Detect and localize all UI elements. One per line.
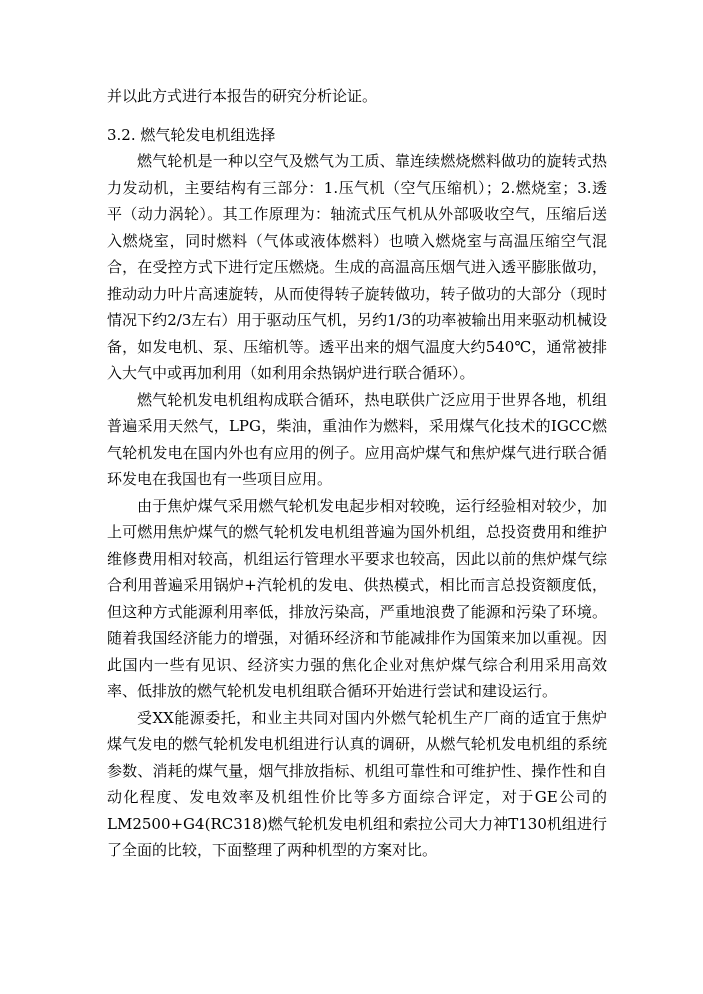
paragraph-gas-turbine-principle: 燃气轮机是一种以空气及燃气为工质、靠连续燃烧燃料做功的旋转式热力发动机，主要结构有三部分：1.压气机（空气压缩机）；2.燃烧室；3.透平（动力涡轮）。其工作原理为：轴流式压气机从外部吸收空气，压缩后送入燃烧室，同时燃料（气体或液体燃料）也喷入燃烧室与高温压缩空气混合，在受控方式下进行定压燃烧。生成的高温高压烟气进入透平膨胀做功，推动动力叶片高速旋转，从而使得转子旋转做功，转子做功的大部分（现时情况下约2/3左右）用于驱动压气机，另约1/3的功率被输出用来驱动机械设备，如发电机、泵、压缩机等。透平出来的烟气温度大约540℃，通常被排入大气中或再加利用（如利用余热锅炉进行联合循环）。 <box>107 152 607 382</box>
paragraph-combined-cycle: 燃气轮机发电机组构成联合循环，热电联供广泛应用于世界各地，机组普遍采用天然气，LPG，柴油，重油作为燃料，采用煤气化技术的IGCC燃气轮机发电在国内外也有应用的例子。应用高炉煤气和焦炉煤气进行联合循环发电在我国也有一些项目应用。 <box>107 390 607 488</box>
paragraph-unit-comparison: 受XX能源委托，和业主共同对国内外燃气轮机生产厂商的适宜于焦炉煤气发电的燃气轮机发电机组进行认真的调研，从燃气轮机发电机组的系统参数、消耗的煤气量，烟气排放指标、机组可靠性和可维护性、操作性和自动化程度、发电效率及机组性价比等多方面综合评定，对于GE公司的LM2500+G4(RC318)燃气轮机发电机组和索拉公司大力神T130机组进行了全面的比较，下面整理了两种机型的方案对比。 <box>107 708 607 859</box>
continuation-line: 并以此方式进行本报告的研究分析论证。 <box>107 87 378 105</box>
paragraph-coke-oven-gas: 由于焦炉煤气采用燃气轮机发电起步相对较晚，运行经验相对较少，加上可燃用焦炉煤气的燃气轮机发电机组普遍为国外机组，总投资费用和维护维修费用相对较高，机组运行管理水平要求也较高，因此以前的焦炉煤气综合利用普遍采用锅炉+汽轮机的发电、供热模式，相比而言总投资额度低，但这种方式能源利用率低，排放污染高，严重地浪费了能源和污染了环境。随着我国经济能力的增强，对循环经济和节能减排作为国策来加以重视。因此国内一些有见识、经济实力强的焦化企业对焦炉煤气综合利用采用高效率、低排放的燃气轮机发电机组联合循环开始进行尝试和建设运行。 <box>107 496 607 700</box>
document-body <box>107 83 607 864</box>
section-heading: 3.2. 燃气轮发电机组选择 <box>107 125 276 144</box>
